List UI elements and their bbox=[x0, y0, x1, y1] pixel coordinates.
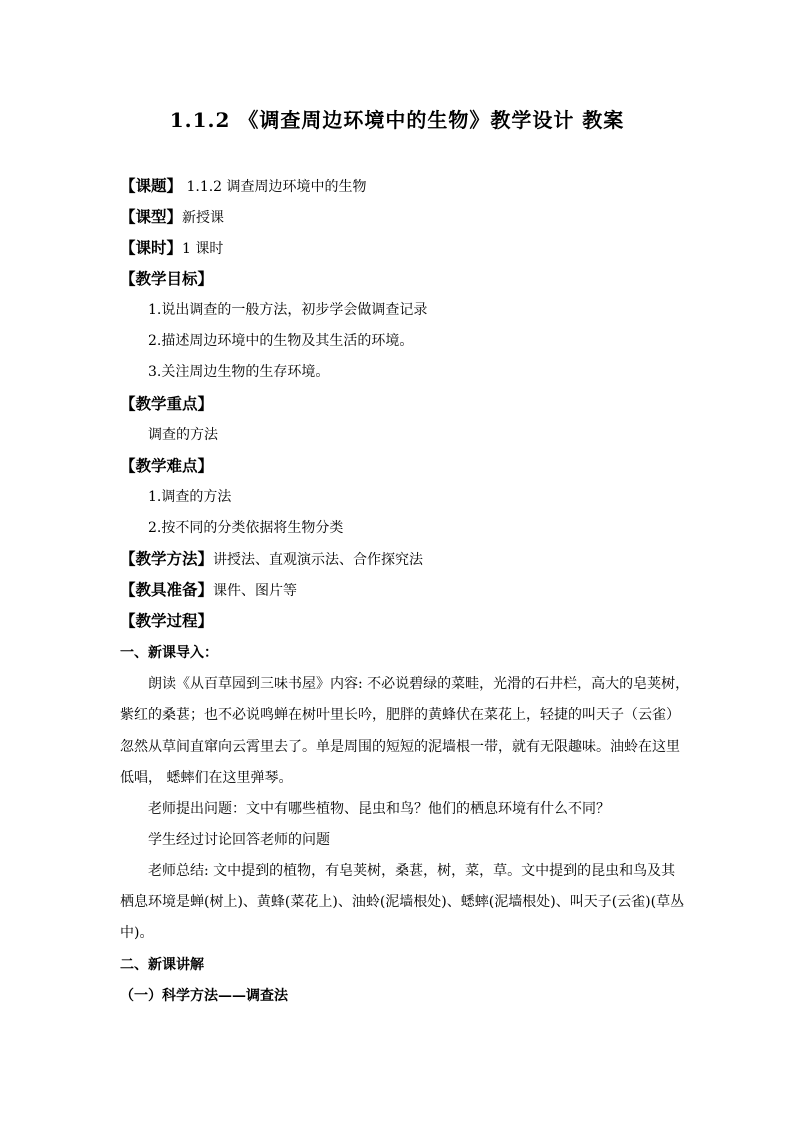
hours-label: 【课时】 bbox=[120, 238, 183, 257]
process-heading bbox=[120, 611, 213, 632]
page-title: 1.1.2 《调查周边环境中的生物》教学设计 教案 bbox=[169, 108, 625, 132]
keypoint-text: 调查的方法 bbox=[148, 427, 218, 443]
hours-value: 1 课时 bbox=[182, 241, 224, 257]
hours-line bbox=[120, 238, 223, 259]
type-label: 【课型】 bbox=[120, 207, 183, 226]
reading-line: 朗读《从百草园到三味书屋》内容: 不必说碧绿的菜畦，光滑的石井栏，高大的皂荚树， bbox=[148, 676, 690, 692]
goals-heading bbox=[120, 269, 213, 290]
keypoint-label: 【教学重点】 bbox=[120, 394, 214, 413]
summary-line: 老师总结: 文中提到的植物，有皂荚树，桑葚，树，菜，草。文中提到的昆虫和鸟及其 bbox=[148, 863, 676, 879]
section-heading-new: 二、新课讲解 bbox=[120, 957, 204, 973]
goal-item: 2.描述周边环境中的生物及其生活的环境。 bbox=[148, 333, 414, 349]
goal-item: 1.说出调查的一般方法，初步学会做调查记录 bbox=[148, 302, 428, 318]
difficulty-heading bbox=[120, 456, 213, 477]
type-line bbox=[120, 207, 224, 228]
prep-label: 【教具准备】 bbox=[120, 580, 214, 599]
prep-line bbox=[120, 580, 297, 601]
keypoint-heading bbox=[120, 394, 213, 415]
reading-line: 忽然从草间直窜向云霄里去了。单是周围的短短的泥墙根一带，就有无限趣味。油蛉在这里 bbox=[120, 739, 680, 755]
method-line bbox=[120, 549, 423, 570]
summary-line: 中)。 bbox=[120, 925, 154, 941]
difficulty-item: 1.调查的方法 bbox=[148, 489, 232, 505]
topic-value: 1.1.2 调查周边环境中的生物 bbox=[182, 179, 367, 195]
reading-line: 紫红的桑葚；也不必说鸣蝉在树叶里长吟，肥胖的黄蜂伏在菜花上，轻捷的叫天子（云雀） bbox=[120, 707, 680, 723]
prep-value: 课件、图片等 bbox=[213, 583, 298, 599]
section-heading-intro: 一、新课导入： bbox=[120, 645, 218, 661]
reading-line: 低唱， 蟋蟀们在这里弹琴。 bbox=[120, 770, 293, 786]
method-value: 讲授法、直观演示法、合作探究法 bbox=[213, 552, 424, 568]
teacher-question: 老师提出问题：文中有哪些植物、昆虫和鸟？他们的栖息环境有什么不同？ bbox=[148, 801, 610, 817]
student-discussion: 学生经过讨论回答老师的问题 bbox=[148, 832, 330, 848]
summary-line: 栖息环境是蝉(树上)、黄蜂(菜花上)、油蛉(泥墙根处)、蟋蟀(泥墙根处)、叫天子(云雀)(草丛 bbox=[120, 894, 685, 910]
method-label: 【教学方法】 bbox=[120, 549, 214, 568]
process-label: 【教学过程】 bbox=[120, 611, 214, 630]
goals-label: 【教学目标】 bbox=[120, 269, 214, 288]
difficulty-item: 2.按不同的分类依据将生物分类 bbox=[148, 520, 344, 536]
topic-label: 【课题】 bbox=[120, 176, 183, 195]
type-value: 新授课 bbox=[182, 210, 225, 226]
subsection-heading: （一）科学方法——调查法 bbox=[120, 988, 288, 1004]
topic-line bbox=[120, 176, 367, 197]
goal-item: 3.关注周边生物的生存环境。 bbox=[148, 364, 330, 380]
difficulty-label: 【教学难点】 bbox=[120, 456, 214, 475]
